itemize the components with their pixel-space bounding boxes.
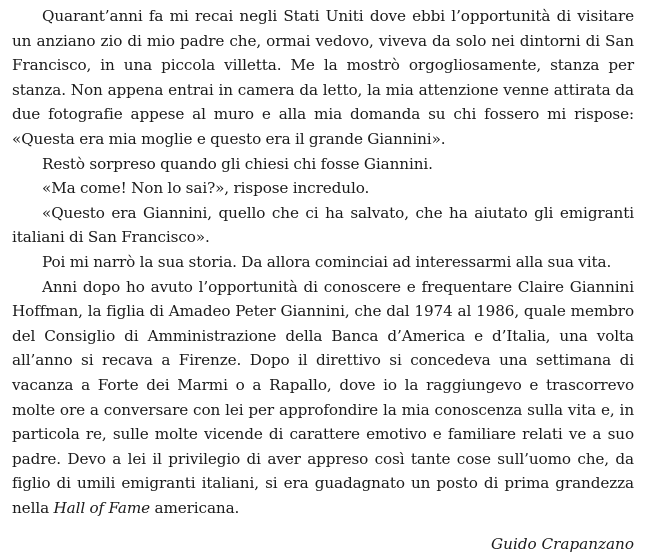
paragraph-claire-end: americana. bbox=[150, 498, 240, 517]
italic-hall-of-fame: Hall of Fame bbox=[53, 498, 151, 517]
paragraph-claire-text: Anni dopo ho avuto l’opportunità di conoscere e frequentare Claire Giannini Hoffman, la figlia di Amadeo Peter Giannini, che dal 1974 al 1986, quale membro del Consiglio di Amministrazione della Banca d’America e d’Italia, una volta all’anno si recava a Firenze. Dopo il direttivo si concedeva una settimana di vacanza a Forte dei Marmi o a Rapallo, dove io la raggiungevo e trascorrevo molte ore a conversare con lei per approfondire la mia conoscenza sulla vita e, in particola re, sulle molte vicende di carattere emotivo e familiare relati ve a suo padre. Devo a lei il privilegio di aver appreso così tante cose sull’uomo che, da figlio di umili emigranti italiani, si era guadagnato un posto di prima grandezza nella bbox=[12, 277, 634, 517]
document-page bbox=[12, 4, 634, 557]
paragraph-intro: Quarant’anni fa mi recai negli Stati Uniti dove ebbi l’opportunità di visitare un anziano zio di mio padre che, ormai vedovo, viveva da solo nei dintorni di San Francisco, in una piccola villetta. Me la mostrò orgogliosamente, stanza per stanza. Non appena entrai in camera da letto, la mia attenzione venne attirata da due fotografie appese al muro e alla mia domanda su chi fossero mi rispose: «Questa era mia moglie e questo era il grande Giannini». bbox=[12, 7, 634, 148]
author-signature: Guido Crapanzano bbox=[491, 535, 634, 554]
paragraph-surprise: Restò sorpreso quando gli chiesi chi fosse Giannini. bbox=[42, 154, 433, 173]
paragraph-claire bbox=[12, 275, 634, 521]
paragraph-dialogue-answer: «Questo era Giannini, quello che ci ha salvato, che ha aiutato gli emigranti italiani di San Francisco». bbox=[12, 203, 634, 247]
paragraph-story: Poi mi narrò la sua storia. Da allora cominciai ad interessarmi alla sua vita. bbox=[42, 252, 612, 271]
paragraph-dialogue-question: «Ma come! Non lo sai?», rispose incredulo. bbox=[42, 179, 370, 198]
